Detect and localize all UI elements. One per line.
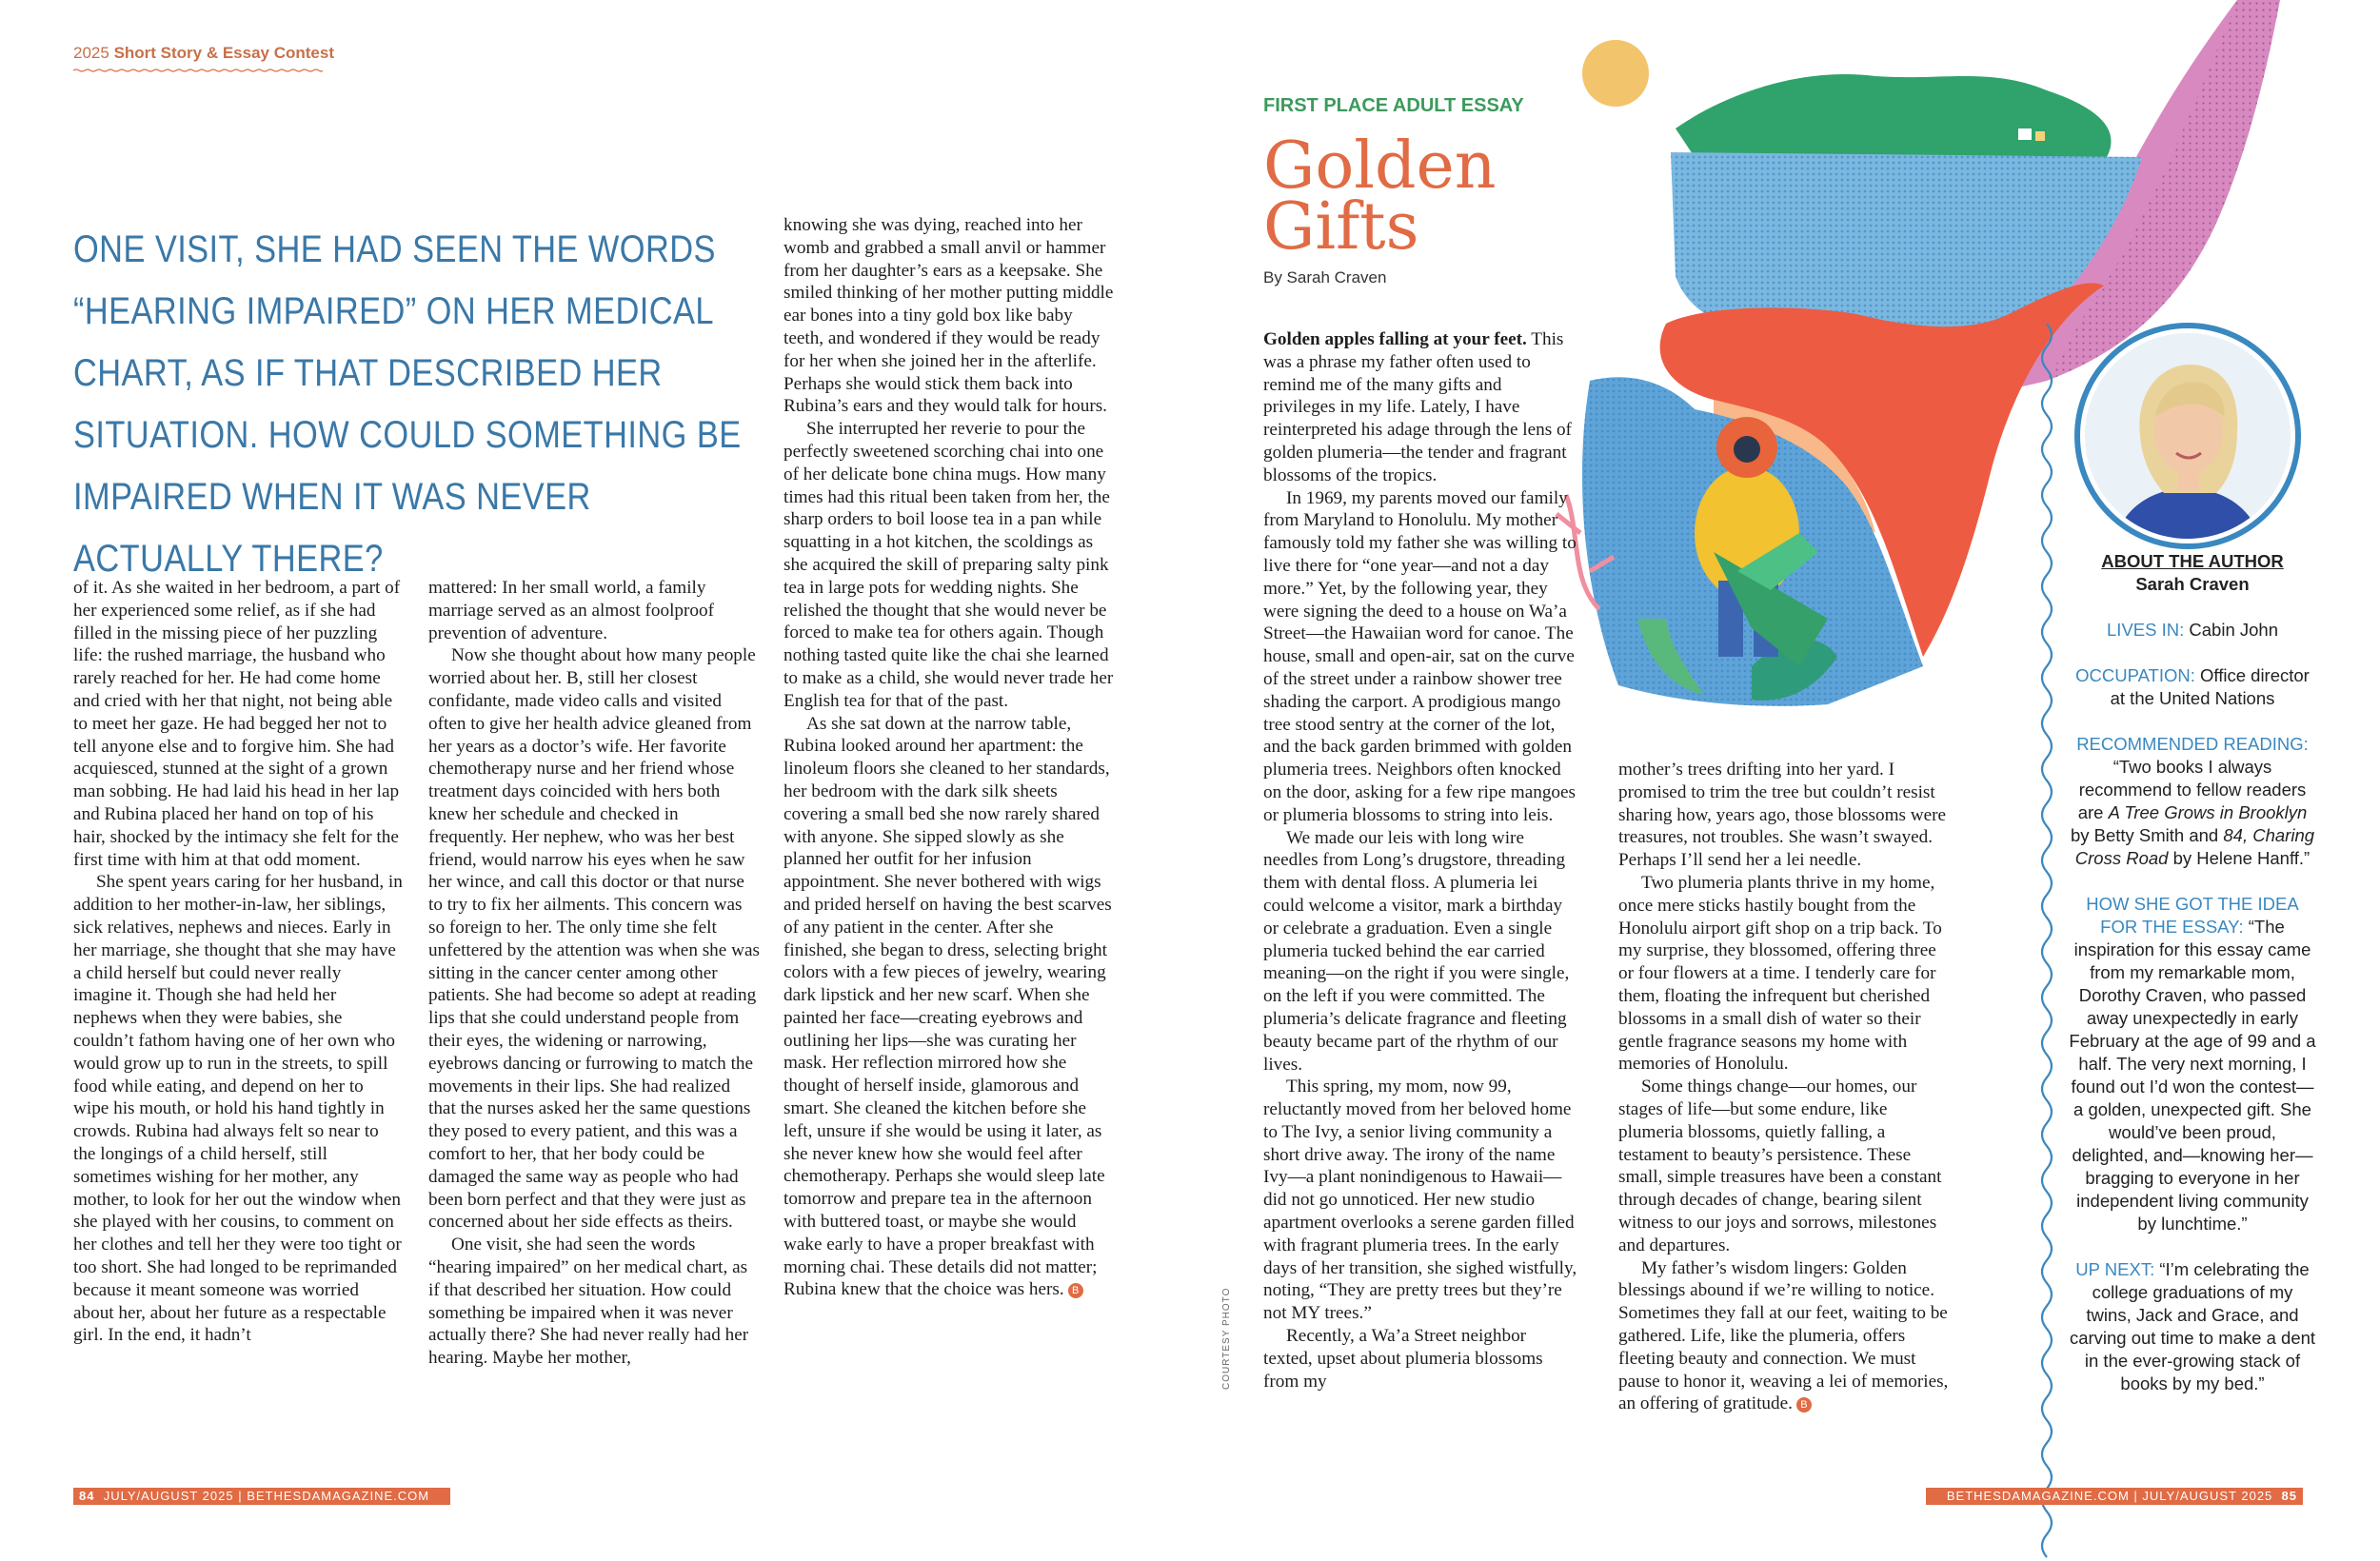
idea-block — [2069, 893, 2316, 1235]
book-title: 84, Charing Cross Road — [2074, 825, 2315, 868]
footer-text: BETHESDAMAGAZINE.COM | JULY/AUGUST 2025 — [1946, 1489, 2273, 1503]
up-next-block — [2069, 1258, 2316, 1395]
up-next-text: “I’m celebrating the college graduations of my twins, Jack and Grace, and carving out time to make a dent in the ever-growing stack of books by my bed.” — [2069, 1259, 2316, 1393]
header-year: 2025 — [73, 44, 109, 62]
paragraph-text: As she sat down at the narrow table, Rubina looked around her apartment: the linoleum floors she cleaned to her standards, her bedroom with the dark silk sheets covering a small bed she now rarely shared with anyone. She sipped slowly as she planned her outfit for her infusion appointment. She never bothered with wigs and prided herself on having the best scarves of any patient in the center. After she finished, she began to dress, selecting bright colors with a few pieces of jewelry, wearing dark lipstick and her new scarf. When she painted her face—creating eyebrows and outlining her lips—she was curating her mask. Her reflection mirrored how she thought of herself inside, glamorous and smart. She cleaned the kitchen before she left, unsure if she would be using it later, as she never knew how she would feel after chemotherapy. Perhaps she would sleep late tomorrow and prepare tea in the afternoon with buttered toast, or maybe she would wake early to have a proper breakfast with morning chai. These details did not matter; Rubina knew that the choice was hers. — [783, 713, 1112, 1300]
occupation-block — [2069, 664, 2316, 710]
essay-kicker: FIRST PLACE ADULT ESSAY — [1263, 95, 1524, 116]
reading-text: “Two books I always recommend to fellow readers are — [2077, 757, 2307, 822]
reading-text: by Helene Hanff.” — [2168, 848, 2311, 868]
wavy-rule-decoration — [73, 69, 323, 72]
reading-label: RECOMMENDED READING: — [2076, 734, 2309, 754]
paragraph: Recently, a Wa’a Street neighbor texted, upset about plumeria blossoms from my — [1263, 1326, 1543, 1392]
paragraph: knowing she was dying, reached into her womb and grabbed a small anvil or hammer from her daughter’s ears as a keepsake. She smiled thinking of her mother putting middle ear bones into a tiny gold box like baby teeth, and wondered if they would be ready for her when she joined her in the afterlife. Perhaps she would stick them back into Rubina’s ears and they would talk for hours. — [783, 215, 1114, 417]
paragraph: Two plumeria plants thrive in my home, once mere sticks hastily bought from the Honolulu airport gift shop on a trip back. To my surprise, they blossomed, offering three or four flowers at a time. I tenderly care for them, floating the infrequent but cherished blossoms in a small dish of water so their gentle fragrance seasons my home with memories of Honolulu. — [1618, 872, 1942, 1075]
story-column-1 — [73, 577, 403, 1347]
sun-shape — [1582, 40, 1649, 107]
book-title: A Tree Grows in Brooklyn — [2108, 802, 2308, 822]
story-column-3 — [783, 214, 1117, 1301]
end-mark-icon: B — [1068, 1283, 1083, 1298]
byline: By Sarah Craven — [1263, 268, 1387, 287]
paragraph: One visit, she had seen the words “hearing impaired” on her medical chart, as if that described her situation. How could something be impaired when it was never actually there? She had never really had her hearing. Maybe her mother, — [428, 1235, 749, 1369]
paragraph-text: My father’s wisdom lingers: Golden blessings abound if we’re willing to notice. Sometimes they fall at our feet, waiting to be gathered. Life, like the plumeria, offers fleeting beauty and connection. We must pause to honor it, weaving a lei of memories, an offering of gratitude. — [1618, 1257, 1949, 1414]
occupation-label: OCCUPATION: — [2075, 665, 2195, 685]
title-line: Gifts — [1263, 189, 1419, 265]
section-header — [73, 44, 334, 63]
story-column-2 — [428, 577, 760, 1370]
paragraph — [783, 713, 1117, 1302]
author-portrait — [2073, 322, 2302, 550]
lives-in-label: LIVES IN: — [2107, 620, 2185, 640]
title-line: Golden — [1263, 128, 1497, 204]
lives-in-block — [2069, 619, 2316, 642]
paragraph: mother’s trees drifting into her yard. I promised to trim the tree but couldn’t resist sharing how, years ago, those blossoms were treasures, not troubles. She wasn’t swayed. Perhaps I’ll send her a lei needle. — [1618, 760, 1947, 871]
island-shape — [1676, 74, 2112, 162]
paragraph: We made our leis with long wire needles from Long’s drugstore, threading them with dental floss. A plumeria lei could welcome a visitor, mark a birthday or celebrate a graduation. Even a single plumeria tucked behind the ear carried meaning—on the right if you were single, on the left if you were committed. The plumeria’s delicate fragrance and fleeting beauty became part of the rhythm of our lives. — [1263, 827, 1570, 1075]
paragraph: This spring, my mom, now 99, reluctantly moved from her beloved home to The Ivy, a senior living community a short drive away. The irony of the name Ivy—a plant nonindigenous to Hawaii—did not go unnoticed. Her new studio apartment overlooks a serene garden filled with fragrant plumeria trees. In the early days of her transition, she sighed wistfully, noting, “They are pretty trees but they’re not MY trees.” — [1263, 1077, 1577, 1324]
pull-quote: ONE VISIT, SHE HAD SEEN THE WORDS “HEARING IMPAIRED” ON HER MEDICAL CHART, AS IF THAT DESCRIBED HER SITUATION. HOW COULD SOMETHING BE IMPAIRED WHEN IT WAS NEVER ACTUALLY THERE? — [73, 228, 742, 580]
about-author-heading: ABOUT THE AUTHOR — [2101, 551, 2284, 571]
footer-text: JULY/AUGUST 2025 | BETHESDAMAGAZINE.COM — [103, 1489, 430, 1503]
up-next-label: UP NEXT: — [2075, 1259, 2155, 1279]
paragraph: Some things change—our homes, our stages of life—but some endure, like plumeria blossoms, quietly falling, a testament to beauty’s persistence. These small, simple treasures have been a constant through decades of change, bearing silent witness to our joys and sorrows, milestones and departures. — [1618, 1077, 1942, 1255]
essay-column-1 — [1263, 328, 1577, 1393]
paragraph — [1618, 1257, 1952, 1416]
paragraph: She spent years caring for her husband, in addition to her mother-in-law, her siblings, sick relatives, nephews and nieces. Early in her marriage, she thought that she may have a child herself but could never really imagine it. Though she had held her nephews when they were babies, she couldn’t fathom having one of her own who would grow up to run in the streets, to spill food while eating, and depend on her to wipe his mouth, or hold his hand tightly in crowds. Rubina had always felt so near to the longings of a child herself, still sometimes wishing for her mother, any mother, to look for her out the window when she played with her cousins, to comment on her clothes and tell her they were too tight or too short. She had longed to be reprimanded because it meant someone was worried about her, about her future as a respectable girl. In the end, it hadn’t — [73, 872, 403, 1346]
idea-text: “The inspiration for this essay came from my remarkable mom, Dorothy Craven, who passed away unexpectedly in early February at the age of 99 and a half. The very next morning, I found out I’d won the contest—a golden, unexpected gift. She would’ve been proud, delighted, and—knowing her—bragging to everyone in her independent living community by lunchtime.” — [2069, 917, 2316, 1234]
reading-block — [2069, 733, 2316, 870]
lives-in-value: Cabin John — [2189, 620, 2278, 640]
footer-left — [73, 1488, 450, 1505]
paragraph: She interrupted her reverie to pour the perfectly sweetened scorching chai into one of her delicate bone china mugs. How many times had this ritual been taken from her, the sharp orders to boil loose tea in a pan while squatting in a hot kitchen, the scoldings as she acquired the skill of preparing salty pink tea in large pots for wedding nights. She relished the thought that she would never be forced to make tea for others again. Though nothing tasted quite like the chai she learned to make as a child, she would never trade her English tea for that of the past. — [783, 419, 1114, 711]
lead-sentence: Golden apples falling at your feet. — [1263, 329, 1527, 349]
end-mark-icon: B — [1796, 1397, 1812, 1413]
occupation-value: Office director at the United Nations — [2110, 665, 2310, 708]
footer-right — [1926, 1488, 2303, 1505]
wavy-divider-decoration — [2028, 324, 2066, 1561]
essay-title — [1263, 128, 1549, 265]
author-sidebar — [2069, 550, 2316, 1418]
author-name: Sarah Craven — [2135, 574, 2250, 594]
essay-column-2 — [1618, 759, 1952, 1415]
photo-credit: COURTESY PHOTO — [1221, 1287, 1232, 1390]
paragraph: In 1969, my parents moved our family from Maryland to Honolulu. My mother famously told my father she was willing to live there for “one year—and not a day more.” Yet, by the following year, they were signing the deed to a house on Wa’a Street—the Hawaiian word for canoe. The house, small and open-air, sat on the curve of the street under a rainbow shower tree shading the carport. A prodigious mango tree stood sentry at the corner of the lot, and the back garden brimmed with golden plumeria trees. Neighbors often knocked on the door, asking for a few ripe mangoes or plumeria blossoms to string into leis. — [1263, 487, 1577, 825]
paragraph: Now she thought about how many people worried about her. B, still her closest confidante, made video calls and visited often to give her health advice gleaned from her years as a doctor’s wife. Her favorite chemotherapy nurse and her friend whose treatment days coincided with hers both knew her schedule and checked in frequently. Her nephew, who was her best friend, would narrow his eyes when he saw her wince, and call this doctor or that nurse to try to fix her ailments. This concern was so foreign to her. The only time she felt unfettered by the attention was when she was sitting in the cancer center among other patients. She had become so adept at reading lips that she could understand people from their eyes, the widening or narrowing, eyebrows dancing or furrowing to match the movements in their lips. She had realized that the nurses asked her the same questions they posed to every patient, and this was a comfort to her, that her body could be damaged the same way as people who had been born perfect and that they were just as concerned about her side effects as theirs. — [428, 645, 760, 1233]
reading-text: by Betty Smith and — [2070, 825, 2224, 845]
page-number: 85 — [2281, 1489, 2297, 1503]
page-number: 84 — [79, 1489, 95, 1503]
paragraph: mattered: In her small world, a family marriage served as an almost foolproof prevention of adventure. — [428, 578, 714, 643]
header-title: Short Story & Essay Contest — [113, 44, 335, 62]
paragraph: of it. As she waited in her bedroom, a part of her experienced some relief, as if she had filled in the missing piece of her puzzling life: the rushed marriage, the husband who rarely reached for her. He had come home and cried with her that night, not being able to meet her gaze. He had begged her not to tell anyone else and to forgive him. She had acquiesced, stunned at the sight of a grown man sobbing. He had laid his head in her lap and Rubina placed her hand on top of his hair, shocked by the intimacy she felt for the first time with him at that odd moment. — [73, 578, 401, 870]
idea-label: HOW SHE GOT THE IDEA FOR THE ESSAY: — [2086, 894, 2299, 937]
paragraph-text: This was a phrase my father often used to remind me of the many gifts and privileges in my life. Lately, I have reinterpreted his adage through the lens of golden plumeria—the tender and fragrant blossoms of the tropics. — [1263, 329, 1572, 485]
